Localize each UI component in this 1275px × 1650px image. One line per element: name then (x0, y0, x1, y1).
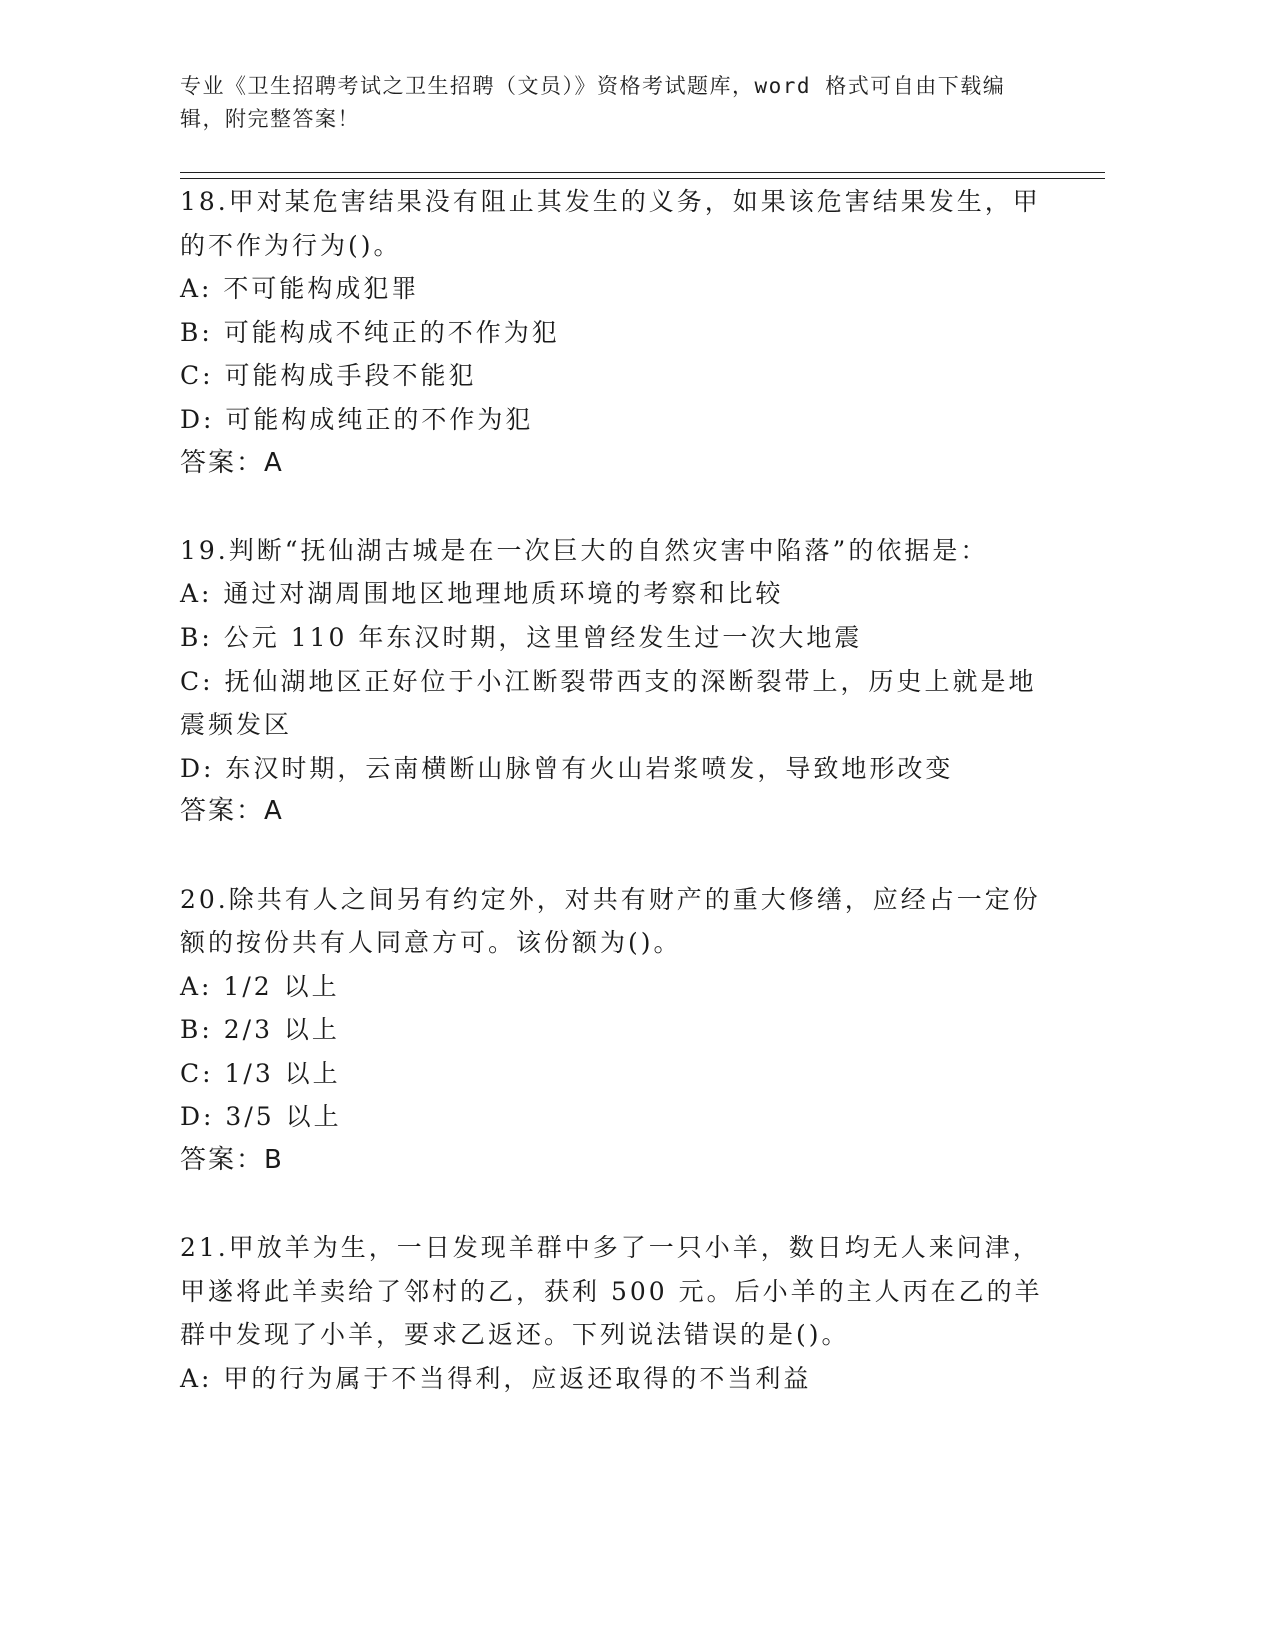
question-stem: 20.除共有人之间另有约定外，对共有财产的重大修缮，应经占一定份额的按份共有人同意方可。该份额为()。 (180, 884, 1041, 958)
option-b: B: 公元 110 年东汉时期，这里曾经发生过一次大地震 (180, 622, 863, 652)
header-divider (180, 172, 1105, 173)
question-list (180, 180, 1050, 1401)
answer-line: 答案：A (180, 796, 284, 827)
answer-line: 答案：A (180, 447, 284, 478)
option-c: C: 抚仙湖地区正好位于小江断裂带西支的深断裂带上，历史上就是地震频发区 (180, 666, 1037, 740)
header-intro: 专业《卫生招聘考试之卫生招聘（文员）》资格考试题库，word 格式可自由下载编辑，附完整答案！ (180, 74, 1006, 131)
question-spacer (180, 485, 1050, 529)
option-b: B: 2/3 以上 (180, 1015, 340, 1045)
option-a: A: 甲的行为属于不当得利，应返还取得的不当利益 (180, 1364, 812, 1394)
question-20 (180, 878, 1050, 1183)
header-divider (180, 178, 1105, 179)
option-a: A: 不可能构成犯罪 (180, 274, 420, 304)
option-a: A: 通过对湖周围地区地理地质环境的考察和比较 (180, 579, 784, 609)
option-d: D: 可能构成纯正的不作为犯 (180, 404, 534, 434)
answer-line: 答案：B (180, 1145, 284, 1176)
question-spacer (180, 834, 1050, 878)
question-stem: 21.甲放羊为生，一日发现羊群中多了一只小羊，数日均无人来问津，甲遂将此羊卖给了邻村的乙，获利 500 元。后小羊的主人丙在乙的羊群中发现了小羊，要求乙返还。下列说法错误的是()。 (180, 1233, 1043, 1350)
question-19 (180, 529, 1050, 834)
option-c: C: 1/3 以上 (180, 1058, 341, 1088)
option-b: B: 可能构成不纯正的不作为犯 (180, 317, 560, 347)
option-a: A: 1/2 以上 (180, 971, 340, 1001)
document-header (180, 70, 1040, 136)
question-stem: 19.判断“抚仙湖古城是在一次巨大的自然灾害中陷落”的依据是： (180, 535, 989, 565)
question-21 (180, 1226, 1050, 1400)
option-d: D: 东汉时期，云南横断山脉曾有火山岩浆喷发，导致地形改变 (180, 753, 954, 783)
question-18 (180, 180, 1050, 485)
option-d: D: 3/5 以上 (180, 1102, 342, 1132)
question-stem: 18.甲对某危害结果没有阻止其发生的义务，如果该危害结果发生，甲的不作为行为()。 (180, 187, 1041, 260)
question-spacer (180, 1183, 1050, 1227)
option-c: C: 可能构成手段不能犯 (180, 361, 477, 391)
